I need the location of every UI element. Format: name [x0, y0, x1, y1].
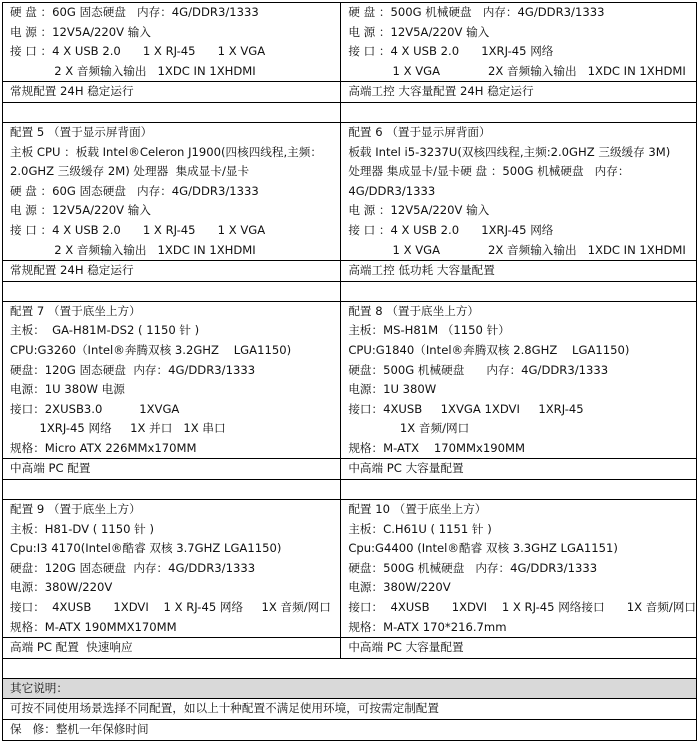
spec-line: 电源：380W/220V [348, 580, 451, 595]
config-title: 配置 8 （置于底坐上方） [348, 303, 480, 318]
spec-line: 1XRJ-45 网络 1X 并口 1X 串口 [10, 421, 226, 436]
config-row [3, 3, 697, 82]
config-cell-left-2 [3, 301, 341, 459]
spec-line: 接口：4XUSB 1XVGA 1XDVI 1XRJ-45 [348, 401, 584, 416]
spacer-row [341, 281, 697, 301]
spec-line: 主板：MS-H81M （1150 针） [348, 323, 510, 338]
spacer-row [3, 102, 341, 122]
config-summary: 高端工控 大容量配置 24H 稳定运行 [341, 82, 697, 103]
config-title: 配置 10 （置于底坐上方） [348, 502, 487, 517]
config-summary: 中高端 PC 大容量配置 [341, 638, 697, 659]
config-cell-right-0 [341, 3, 697, 82]
spec-line: 电源：1U 380W [348, 382, 437, 397]
spec-line: CPU:G1840（Intel®奔腾双核 2.8GHZ LGA1150) [348, 342, 630, 357]
config-row [3, 500, 697, 638]
spec-line: CPU:G3260（Intel®奔腾双核 3.2GHZ LGA1150) [10, 342, 292, 357]
config-row [3, 122, 697, 260]
spec-line: 主板：H81-DV ( 1150 针 ) [10, 521, 154, 536]
spec-line: 电 源 ：12V5A/220V 输入 [348, 24, 490, 39]
spec-line: 处理器 集成显卡/显卡硬 盘 ：500G 机械硬盘 内存： [348, 164, 630, 179]
config-title: 配置 7 （置于底坐上方） [10, 303, 141, 318]
config-summary: 中高端 PC 大容量配置 [341, 459, 697, 480]
spec-line: 板载 Intel i5-3237U(双核四线程,主频:2.0GHZ 三级缓存 3M) [348, 144, 671, 159]
spec-line: 接 口 ：4 X USB 2.0 1 X RJ-45 1 X VGA [10, 44, 266, 59]
spec-line: 电 源 ：12V5A/220V 输入 [10, 203, 151, 218]
config-summary: 中高端 PC 配置 [3, 459, 341, 480]
spec-line: 规格：Micro ATX 226MMx170MM [10, 440, 197, 455]
config-cell-right-3 [341, 500, 697, 638]
spec-line: Cpu:G4400 (Intel®酷睿 双核 3.3GHZ LGA1151) [348, 541, 618, 556]
spec-line: 主板： GA-H81M-DS2 ( 1150 针 ) [10, 323, 200, 338]
spec-line: 硬盘：120G 固态硬盘 内存：4G/DDR3/1333 [10, 560, 256, 575]
spacer-row [3, 658, 697, 678]
config-title: 配置 6 （置于显示屏背面） [348, 124, 491, 139]
spec-line: 2 X 音频输入输出 1XDC IN 1XHDMI [10, 63, 256, 78]
spec-line: 规格：M-ATX 190MMX170MM [10, 619, 177, 634]
config-title: 配置 9 （置于底坐上方） [10, 502, 141, 517]
spec-line: 接 口 ：4 X USB 2.0 1 X RJ-45 1 X VGA [10, 222, 266, 237]
spec-line: 电源：1U 380W 电源 [10, 382, 125, 397]
spec-line: 接 口 ：4 X USB 2.0 1XRJ-45 网络 [348, 222, 554, 237]
config-summary: 高端工控 低功耗 大容量配置 [341, 261, 697, 282]
config-title: 配置 5 （置于显示屏背面） [10, 124, 153, 139]
spec-line: 接口： 4XUSB 1XDVI 1 X RJ-45 网络 1X 音频/网口 [10, 600, 331, 615]
spec-line: 电源：380W/220V [10, 580, 113, 595]
spec-line: 规格：M-ATX 170*216.7mm [348, 619, 507, 634]
spec-line: 接口： 4XUSB 1XDVI 1 X RJ-45 网络接口 1X 音频/网口 [348, 600, 696, 615]
notes-line: 保 修：整机一年保修时间 [3, 720, 697, 741]
spacer-row [3, 281, 341, 301]
spec-line: 硬 盘 ：500G 机械硬盘 内存：4G/DDR3/1333 [348, 5, 605, 19]
spec-line: 主板 CPU ：板载 Intel®Celeron J1900(四核四线程,主频： [10, 144, 322, 159]
spec-line: 2 X 音频输入输出 1XDC IN 1XHDMI [10, 242, 256, 257]
spec-line: 主板：C.H61U ( 1151 针 ) [348, 521, 492, 536]
spacer-row [341, 480, 697, 500]
config-cell-left-1 [3, 122, 341, 260]
config-summary: 常规配置 24H 稳定运行 [3, 82, 341, 103]
spec-line: 规格：M-ATX 170MMx190MM [348, 440, 525, 455]
spec-line: 硬 盘 ：60G 固态硬盘 内存：4G/DDR3/1333 [10, 5, 259, 19]
spec-line: 2.0GHZ 三级缓存 2M) 处理器 集成显卡/显卡 [10, 164, 250, 179]
spec-line: 1 X VGA 2X 音频输入输出 1XDC IN 1XHDMI [348, 63, 686, 78]
config-summary: 常规配置 24H 稳定运行 [3, 261, 341, 282]
spec-line: Cpu:I3 4170(Intel®酷睿 双核 3.7GHZ LGA1150) [10, 541, 282, 556]
spec-line: 接口：2XUSB3.0 1XVGA [10, 401, 180, 416]
config-cell-left-0 [3, 3, 341, 82]
config-cell-right-2 [341, 301, 697, 459]
config-cell-right-1 [341, 122, 697, 260]
spec-line: 接 口 ：4 X USB 2.0 1XRJ-45 网络 [348, 44, 554, 59]
spec-line: 硬 盘 ：60G 固态硬盘 内存：4G/DDR3/1333 [10, 183, 259, 198]
spec-line: 硬盘：120G 固态硬盘 内存：4G/DDR3/1333 [10, 362, 256, 377]
config-row [3, 301, 697, 459]
config-summary: 高端 PC 配置 快速响应 [3, 638, 341, 659]
notes-line: 可按不同使用场景选择不同配置，如以上十种配置不满足使用环境，可按需定制配置 [3, 699, 697, 720]
spec-line: 1X 音频/网口 [348, 421, 470, 436]
spec-line: 硬盘：500G 机械硬盘 内存：4G/DDR3/1333 [348, 560, 598, 575]
spec-line: 电 源 ：12V5A/220V 输入 [348, 203, 490, 218]
spec-line: 1 X VGA 2X 音频输入输出 1XDC IN 1XHDMI [348, 242, 686, 257]
spacer-row [3, 480, 341, 500]
config-table [2, 2, 697, 741]
config-cell-left-3 [3, 500, 341, 638]
spacer-row [341, 102, 697, 122]
spec-line: 硬盘：500G 机械硬盘 内存：4G/DDR3/1333 [348, 362, 609, 377]
spec-line: 电 源 ：12V5A/220V 输入 [10, 24, 151, 39]
notes-header: 其它说明： [3, 678, 697, 699]
spec-line: 4G/DDR3/1333 [348, 183, 436, 198]
